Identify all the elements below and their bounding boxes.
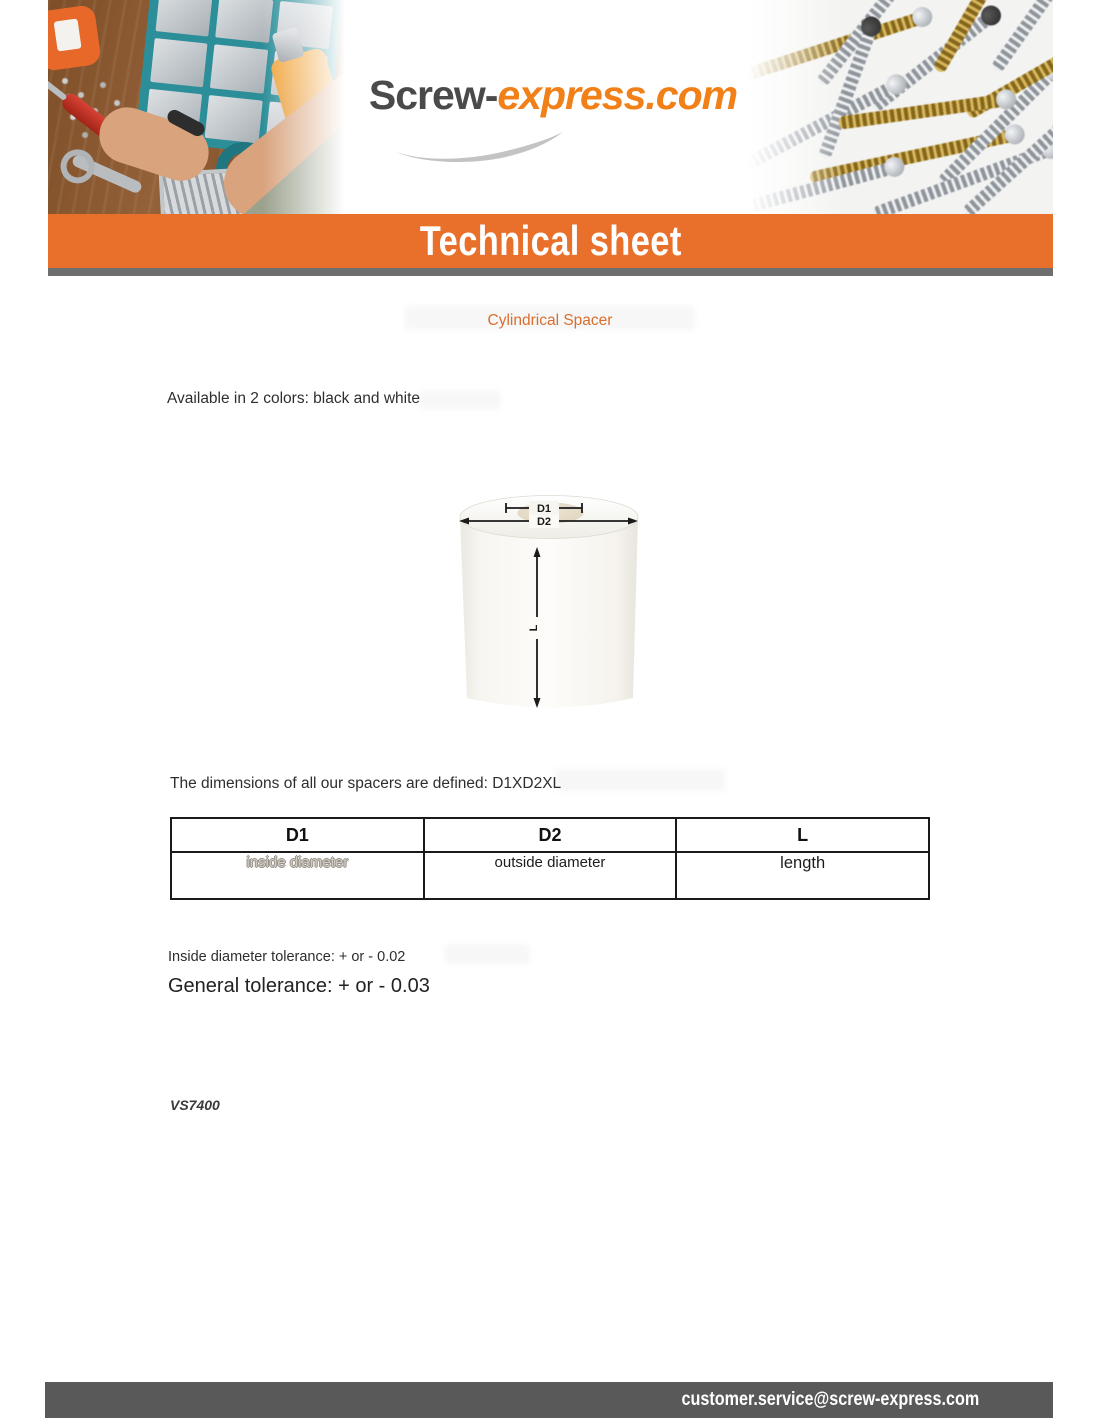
contact-email: customer.service@screw-express.com [681,1389,979,1410]
dimension-definition: The dimensions of all our spacers are defined: D1XD2XL [170,775,562,792]
availability-note: Available in 2 colors: black and white [167,390,421,407]
photo-fade [48,0,345,214]
smudge [420,391,500,409]
dimensions-table [170,817,930,900]
product-title: Cylindrical Spacer [487,312,613,329]
table-row [171,852,929,899]
spacer-figure [440,468,660,718]
workbench-photo [48,0,345,214]
smudge [445,944,530,964]
logo-swoosh [392,128,567,162]
smudge [555,769,725,791]
l-label: L [528,624,540,632]
cylinder-body [460,517,638,708]
footer-bar [45,1382,1053,1418]
logo-text-dark: Screw- [368,72,498,118]
d2-label: D2 [536,516,552,528]
divider-bar [48,268,1053,276]
cell-inside-diameter: inside diameter [171,852,424,899]
title-banner [48,214,1053,268]
site-logo [348,72,758,119]
logo-text-orange: express.com [497,72,738,118]
inside-diameter-tolerance: Inside diameter tolerance: + or - 0.02 [168,949,406,965]
d1-label: D1 [536,503,552,515]
table-header-l: L [676,818,929,852]
photo-fade [748,0,1053,214]
table-header-row [171,818,929,852]
cell-outside-diameter: outside diameter [424,852,677,899]
table-header-d1: D1 [171,818,424,852]
table-header-d2: D2 [424,818,677,852]
general-tolerance: General tolerance: + or - 0.03 [168,975,430,997]
screws-photo [748,0,1053,214]
banner-title: Technical sheet [419,217,682,264]
reference-code: VS7400 [170,1097,220,1113]
cell-length: length [676,852,929,899]
